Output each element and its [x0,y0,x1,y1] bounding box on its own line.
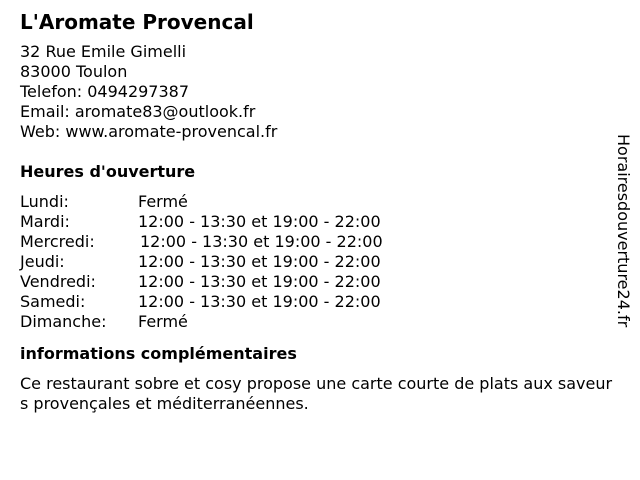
address-city: 83000 Toulon [20,62,128,81]
hours-time-value: Fermé [138,192,188,211]
website-address: Web: www.aromate-provencal.fr [20,122,278,141]
hours-day-label: Vendredi: [20,272,96,291]
hours-row-thursday [20,252,620,272]
email-address: Email: aromate83@outlook.fr [20,102,256,121]
hours-day-label: Jeudi: [20,252,65,271]
hours-time-value: 12:00 - 13:30 et 19:00 - 22:00 [138,272,381,291]
hours-day-label: Samedi: [20,292,86,311]
restaurant-card [20,10,620,414]
restaurant-name: L'Aromate Provencal [20,10,254,34]
hours-row-sunday [20,312,620,332]
hours-time-value: 12:00 - 13:30 et 19:00 - 22:00 [140,232,383,251]
hours-day-label: Dimanche: [20,312,107,331]
hours-row-friday [20,272,620,292]
hours-time-value: 12:00 - 13:30 et 19:00 - 22:00 [138,292,381,311]
hours-time-value: 12:00 - 13:30 et 19:00 - 22:00 [138,252,381,271]
hours-row-wednesday [20,232,620,252]
info-heading: informations complémentaires [20,344,297,363]
phone-number: Telefon: 0494297387 [20,82,190,101]
hours-time-value: Fermé [138,312,188,331]
hours-heading: Heures d'ouverture [20,162,196,181]
hours-row-tuesday [20,212,620,232]
site-watermark: Horairesdouverture24.fr [614,134,633,328]
hours-day-label: Mercredi: [20,232,95,251]
hours-table [20,192,620,332]
hours-time-value: 12:00 - 13:30 et 19:00 - 22:00 [138,212,381,231]
hours-row-saturday [20,292,620,312]
hours-day-label: Mardi: [20,212,70,231]
hours-row-monday [20,192,620,212]
hours-day-label: Lundi: [20,192,69,211]
info-description: Ce restaurant sobre et cosy propose une carte courte de plats aux saveurs provençales et méditerranéennes. [20,374,613,413]
address-street: 32 Rue Emile Gimelli [20,42,187,61]
